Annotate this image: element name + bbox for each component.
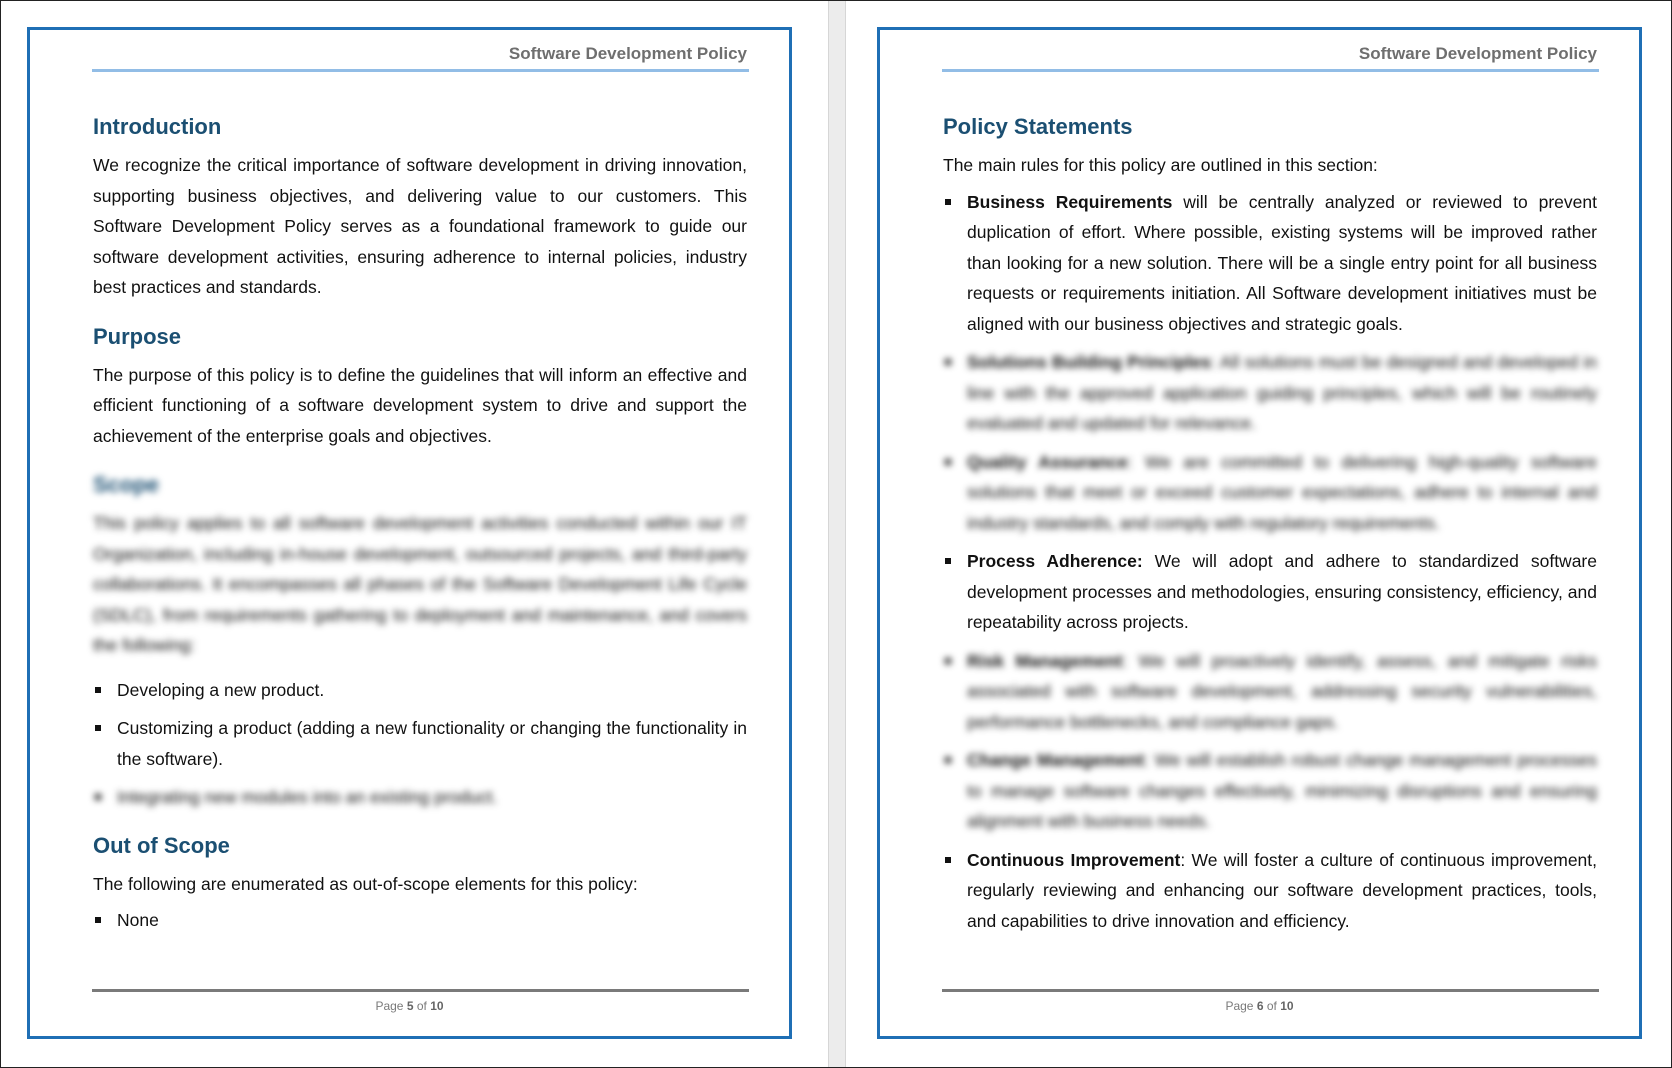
out-of-scope-list (93, 905, 747, 936)
header-rule (942, 69, 1599, 72)
policy-item-term: Continuous Improvement (967, 849, 1181, 870)
list-item: Integrating new modules into an existing product. (93, 782, 747, 813)
page-number-of: of (1263, 999, 1281, 1013)
policy-item-term: Process Adherence: (967, 551, 1143, 571)
out-of-scope-heading: Out of Scope (93, 832, 230, 858)
policy-item-sep (1172, 192, 1183, 212)
scope-text: This policy applies to all software development activities conducted within our IT Organization, including in-house development, outsourced projects, and third-party collaborations. It encompasses all phases of the Software Development Life Cycle (SDLC), from requirements gathering to deployment and maintenance, and covers the following: (93, 513, 747, 655)
policy-item-term: Change Management (967, 750, 1144, 770)
policy-item-continuous-improvement (943, 845, 1597, 937)
policy-item-text: We will adopt and adhere to standardized software development processes and methodologies, ensuring consistency, efficiency, and repeatability across projects. (967, 551, 1597, 632)
footer-rule (942, 989, 1599, 992)
policy-item-term: Solutions Building Principles (967, 352, 1211, 372)
document-page-5 (27, 27, 792, 1039)
policy-item-text: We will proactively identify, assess, and mitigate risks associated with software development, addressing security vulnerabilities, performance bottlenecks, and compliance gaps. (967, 650, 1597, 732)
policy-item-change-management (943, 745, 1597, 837)
policy-item-sep: : (1180, 849, 1192, 870)
list-item: None (93, 905, 747, 936)
header-rule (92, 69, 749, 72)
page-number (30, 999, 789, 1013)
page-header-title: Software Development Policy (1358, 44, 1597, 63)
policy-item-sep: : (1127, 451, 1146, 472)
policy-item-text: will be centrally analyzed or reviewed to prevent duplication of effort. Where possible, existing systems will be improved rather than looking for a new solution. There will be a single entry point for all business requests or requirements initiation. All Software development initiatives must be aligned with our business objectives and strategic goals. (967, 191, 1597, 334)
page-content (93, 112, 747, 954)
policy-item-sep: : (1143, 750, 1155, 770)
policy-item-text: We are committed to delivering high-quality software solutions that meet or exceed customer expectations, adhere to internal and industry standards, and comply with regulatory requirements. (967, 451, 1597, 533)
policy-item-solutions-building (943, 347, 1597, 439)
policy-item-sep (1143, 551, 1155, 571)
list-item: Customizing a product (adding a new functionality or changing the functionality in the software). (93, 713, 747, 774)
policy-item-sep: : (1210, 352, 1220, 372)
policy-item-business-requirements (943, 187, 1597, 340)
page-header-title: Software Development Policy (508, 44, 747, 63)
page-number-total: 10 (430, 999, 444, 1013)
policy-item-term: Business Requirements (967, 191, 1173, 212)
introduction-heading: Introduction (93, 114, 222, 139)
list-item: Developing a new product. (93, 675, 747, 706)
page-number-prefix: Page (1225, 999, 1257, 1013)
policy-item-process-adherence (943, 546, 1597, 638)
policy-item-risk-management (943, 646, 1597, 738)
policy-item-term: Quality Assurance (967, 451, 1128, 472)
page-gutter (828, 0, 846, 1068)
policy-item-text: We will foster a culture of continuous improvement, regularly reviewing and enhancing our software development practices, tools, and capabilities to drive innovation and efficiency. (967, 849, 1598, 931)
page-number-prefix: Page (375, 999, 407, 1013)
policy-item-term: Risk Management (967, 650, 1123, 671)
page-number-of: of (413, 999, 431, 1013)
page-content (943, 112, 1597, 954)
purpose-heading: Purpose (93, 323, 182, 349)
purpose-text: The purpose of this policy is to define the guidelines that will inform an effective and efficient functioning of a software development system to drive and support the achievement of the enterprise goals and objectives. (93, 364, 747, 446)
page-number-current: 6 (1256, 999, 1264, 1013)
policy-item-text: We will establish robust change management processes to manage software changes effectively, minimizing disruptions and ensuring alignment with business needs. (967, 750, 1597, 831)
policy-statements-intro: The main rules for this policy are outlined in this section: (943, 155, 1378, 175)
footer-rule (92, 989, 749, 992)
scope-list (93, 675, 747, 813)
policy-statements-heading: Policy Statements (943, 114, 1133, 139)
page-number-current: 5 (406, 999, 414, 1013)
policy-statements-list (943, 187, 1597, 937)
page-number (880, 999, 1639, 1013)
document-page-6 (877, 27, 1642, 1039)
policy-item-quality-assurance (943, 447, 1597, 539)
policy-item-text: All solutions must be designed and developed in line with the approved application guiding principles, which will be routinely evaluated and updated for relevance. (967, 352, 1597, 433)
introduction-text: We recognize the critical importance of software development in driving innovation, supporting business objectives, and delivering value to our customers. This Software Development Policy serves as a foundational framework to guide our software development activities, ensuring adherence to internal policies, industry best practices and standards. (93, 155, 747, 297)
out-of-scope-text: The following are enumerated as out-of-scope elements for this policy: (93, 873, 638, 894)
page-number-total: 10 (1280, 999, 1294, 1013)
scope-heading: Scope (93, 472, 160, 497)
policy-item-sep: : (1122, 650, 1139, 671)
